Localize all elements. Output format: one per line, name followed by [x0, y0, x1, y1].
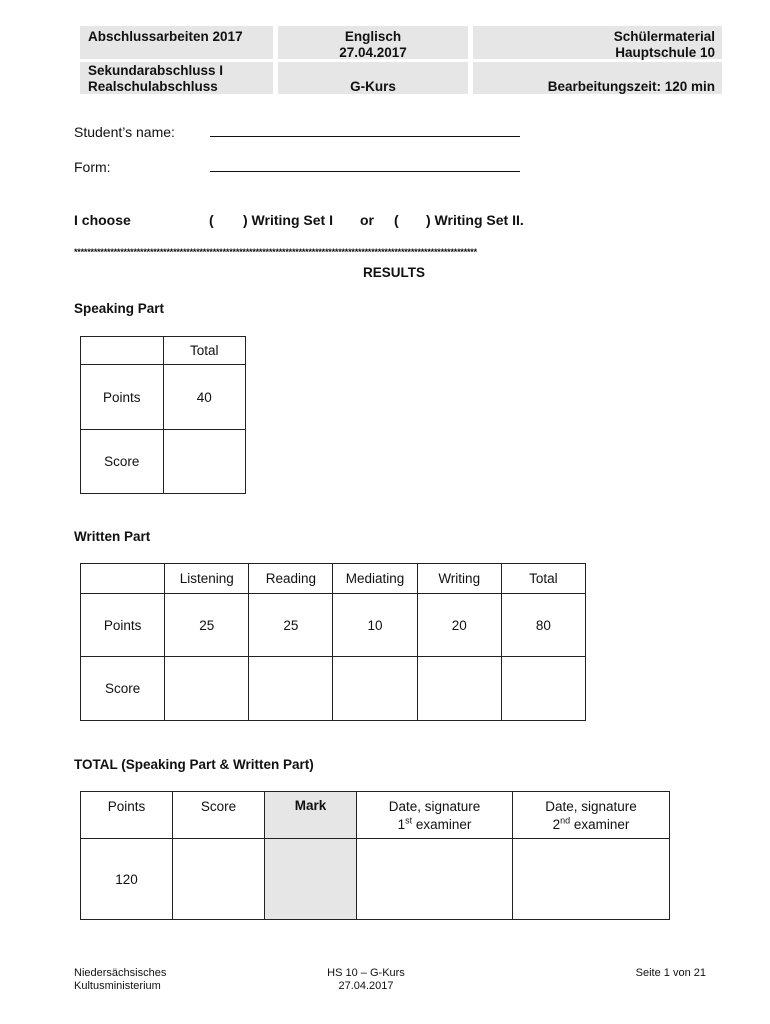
written-part-title: Written Part [74, 529, 151, 544]
total-score-input[interactable] [173, 839, 265, 920]
written-points-listening: 25 [165, 594, 249, 657]
written-score-listening[interactable] [165, 657, 249, 721]
written-score-writing[interactable] [417, 657, 501, 721]
star-divider: ************************************************************************************************************************** [74, 247, 477, 257]
footer-ministry: Niedersächsisches Kultusministerium [74, 967, 167, 992]
form-label: Form: [74, 159, 111, 175]
header-exam-title: Abschlussarbeiten 2017 [80, 26, 273, 59]
writing-set-1-label: ) Writing Set I [243, 212, 333, 228]
header-course: G-Kurs [278, 62, 468, 94]
student-name-field[interactable] [210, 122, 520, 137]
choose-label: I choose [74, 212, 131, 228]
footer-page-number: Seite 1 von 21 [635, 967, 706, 979]
header-qualification: Sekundarabschluss I Realschulabschluss [80, 62, 273, 94]
written-points-mediating: 10 [333, 594, 417, 657]
written-points-label: Points [81, 594, 165, 657]
speaking-points-label: Points [81, 365, 164, 430]
written-points-total: 80 [501, 594, 585, 657]
total-mark-header: Mark [265, 792, 357, 839]
writing-set-1-checkbox[interactable]: ( [209, 212, 214, 228]
header-duration: Bearbeitungszeit: 120 min [473, 62, 722, 94]
document-header [80, 26, 722, 94]
written-score-total[interactable] [501, 657, 585, 721]
writing-set-2-label: ) Writing Set II. [426, 212, 524, 228]
written-col-mediating: Mediating [333, 564, 417, 594]
speaking-table [80, 336, 246, 494]
written-points-writing: 20 [417, 594, 501, 657]
speaking-score-input[interactable] [163, 430, 245, 494]
speaking-part-title: Speaking Part [74, 301, 165, 316]
total-second-examiner-header: Date, signature 2nd examiner [513, 792, 670, 839]
written-col-writing: Writing [417, 564, 501, 594]
total-title: TOTAL (Speaking Part & Written Part) [74, 757, 314, 772]
speaking-points-value: 40 [163, 365, 245, 430]
form-field[interactable] [210, 157, 520, 172]
total-points-header: Points [81, 792, 173, 839]
header-subject-date: Englisch 27.04.2017 [278, 26, 468, 59]
speaking-total-header: Total [163, 337, 245, 365]
total-first-examiner-header: Date, signature 1st examiner [357, 792, 513, 839]
total-mark-input[interactable] [265, 839, 357, 920]
results-title: RESULTS [362, 265, 425, 280]
written-score-label: Score [81, 657, 165, 721]
student-name-label: Student’s name: [74, 124, 175, 140]
speaking-empty-cell [81, 337, 164, 365]
first-examiner-signature[interactable] [357, 839, 513, 920]
footer-course-date: HS 10 – G-Kurs 27.04.2017 [327, 967, 405, 992]
total-points-value: 120 [81, 839, 173, 920]
written-table [80, 563, 586, 721]
total-table [80, 791, 670, 920]
second-examiner-signature[interactable] [513, 839, 670, 920]
written-col-total: Total [501, 564, 585, 594]
written-col-listening: Listening [165, 564, 249, 594]
written-score-reading[interactable] [249, 657, 333, 721]
speaking-score-label: Score [81, 430, 164, 494]
written-points-reading: 25 [249, 594, 333, 657]
written-empty-cell [81, 564, 165, 594]
header-material: Schülermaterial Hauptschule 10 [473, 26, 722, 59]
or-label: or [360, 212, 374, 228]
written-col-reading: Reading [249, 564, 333, 594]
writing-set-2-checkbox[interactable]: ( [394, 212, 399, 228]
written-score-mediating[interactable] [333, 657, 417, 721]
total-score-header: Score [173, 792, 265, 839]
